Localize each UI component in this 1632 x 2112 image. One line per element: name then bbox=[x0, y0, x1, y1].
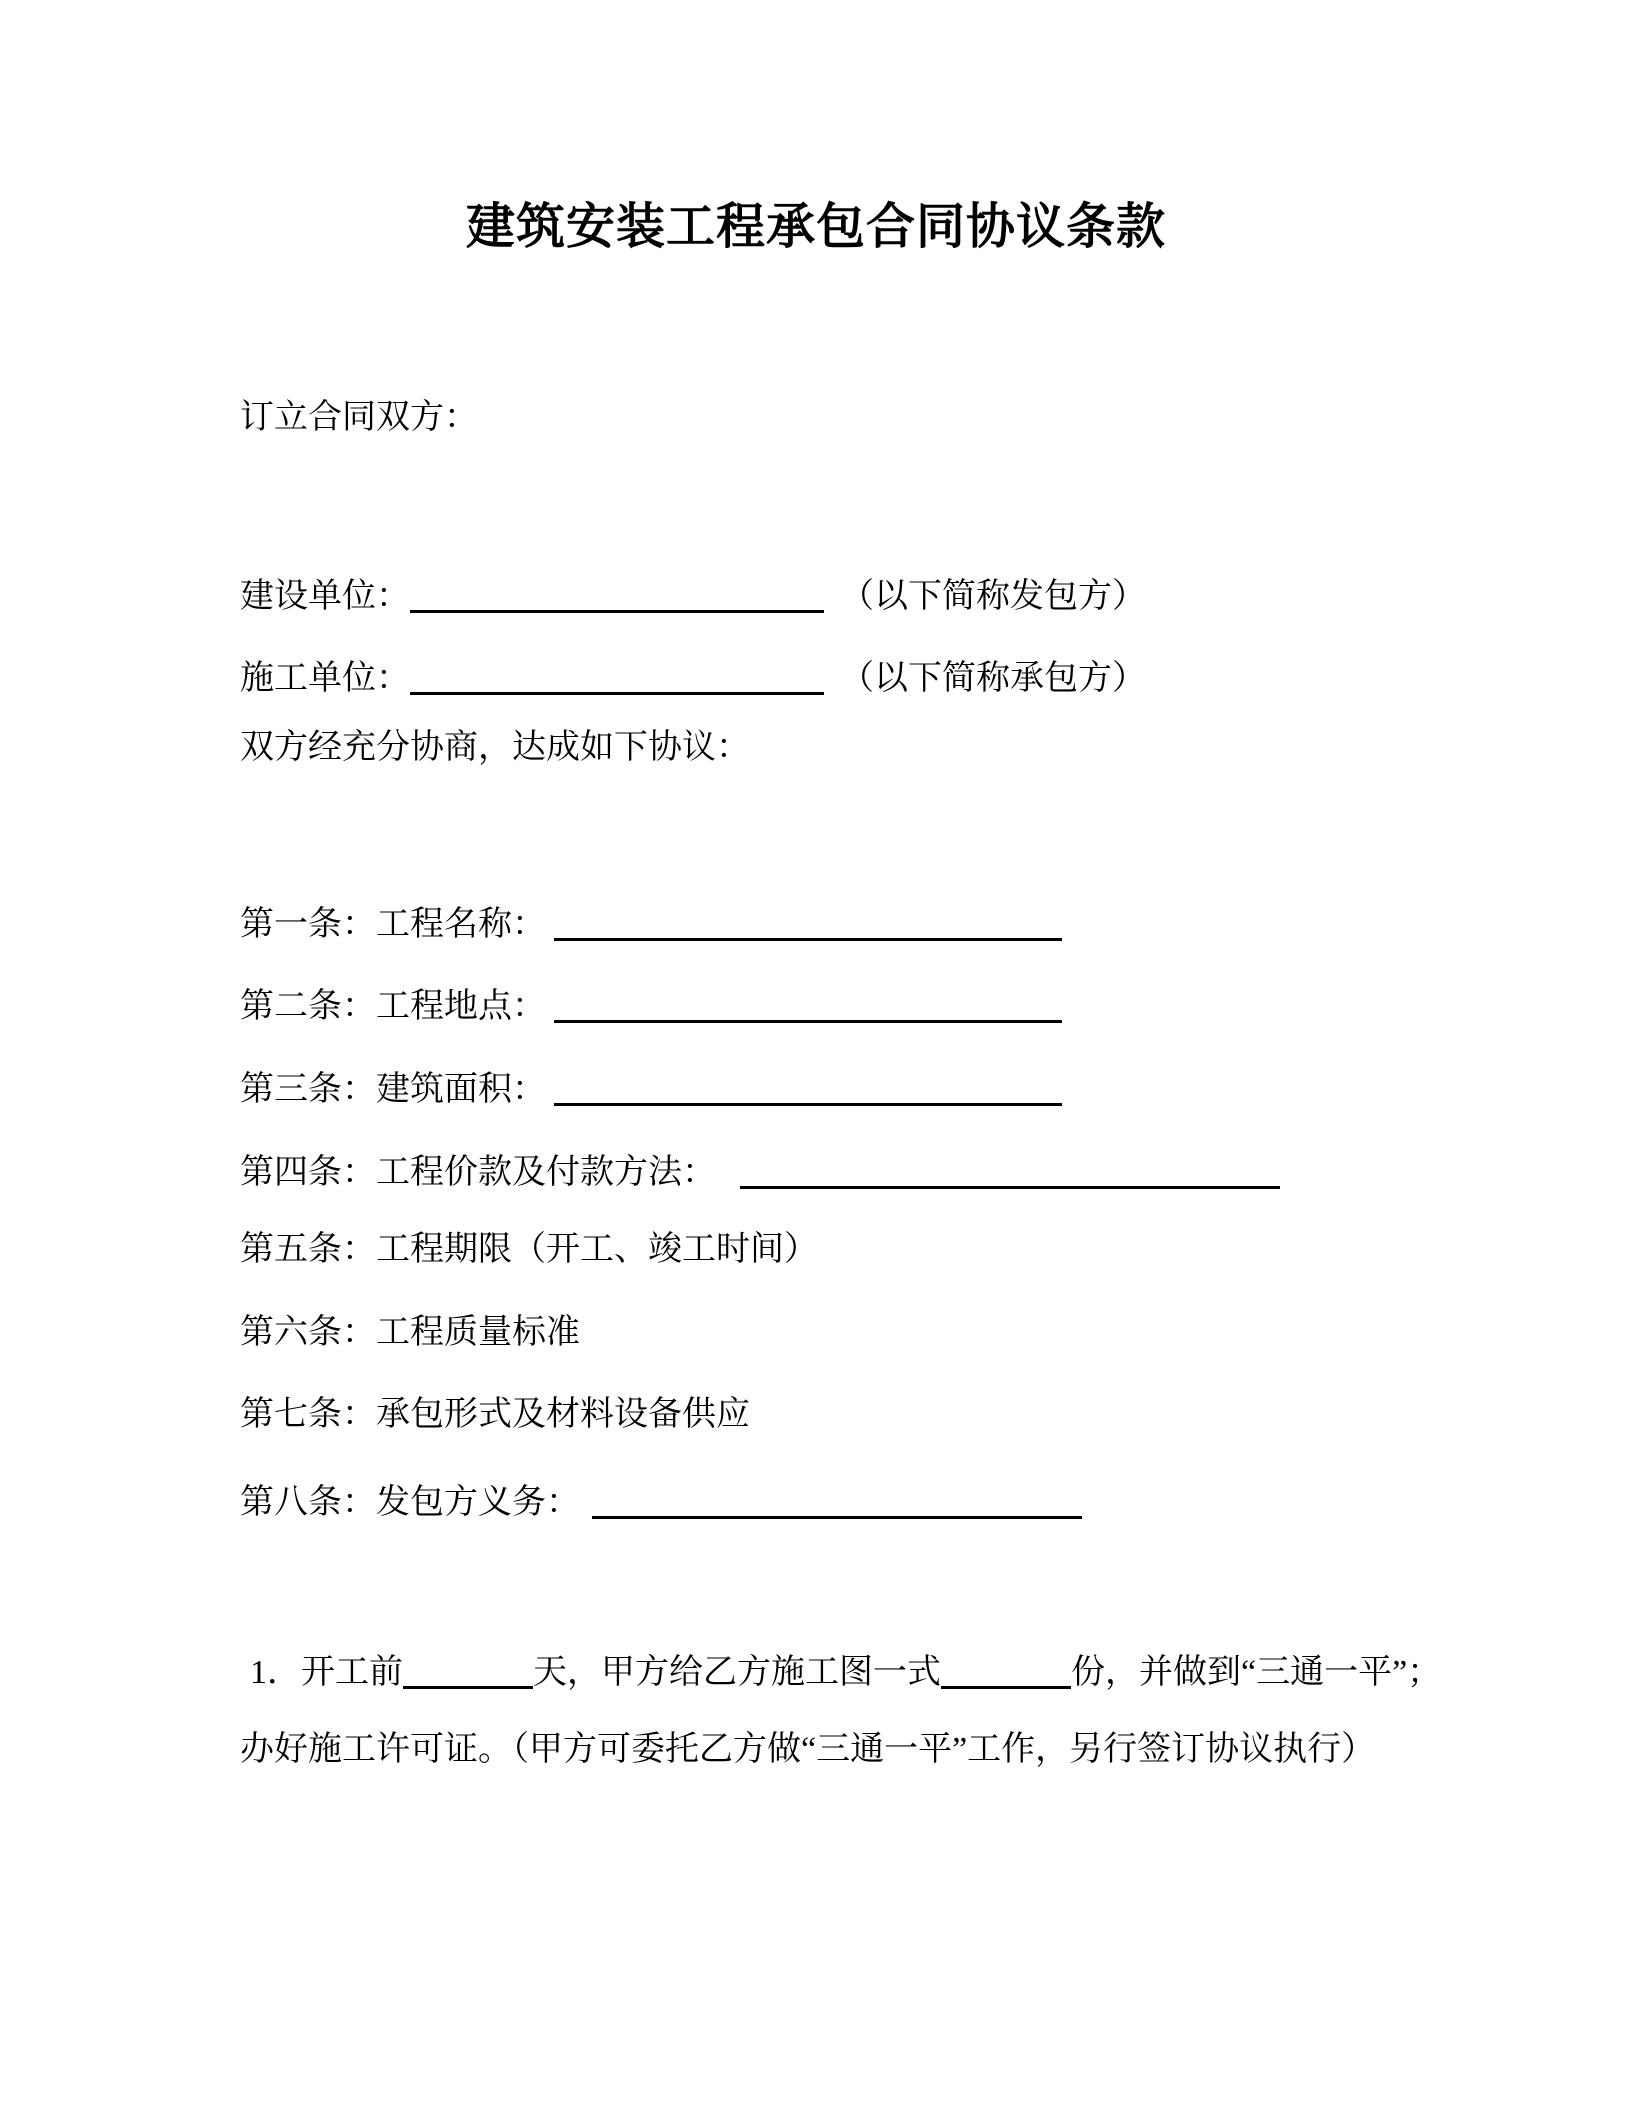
clause-4-label: 第四条：工程价款及付款方法： bbox=[240, 1154, 716, 1191]
construction-unit-blank[interactable] bbox=[410, 576, 824, 613]
agreement-text: 双方经充分协商，达成如下协议： bbox=[240, 729, 750, 766]
item-1-text-end: 份，并做到“三通一平”； bbox=[1071, 1654, 1442, 1691]
clause-5-line bbox=[240, 1228, 818, 1272]
parties-label: 订立合同双方： bbox=[240, 399, 478, 436]
clause-3-line bbox=[240, 1063, 1062, 1112]
builder-unit-blank[interactable] bbox=[410, 658, 824, 695]
builder-unit-suffix: （以下简称承包方） bbox=[840, 660, 1146, 697]
clause-8-line bbox=[240, 1476, 1082, 1525]
clause-8-blank[interactable] bbox=[592, 1482, 1082, 1519]
builder-unit-label: 施工单位： bbox=[240, 660, 410, 697]
clause-2-blank[interactable] bbox=[554, 986, 1062, 1023]
construction-unit-line bbox=[240, 570, 1146, 619]
clause-6-line bbox=[240, 1311, 580, 1355]
builder-unit-line bbox=[240, 652, 1146, 701]
clause-4-blank[interactable] bbox=[740, 1152, 1280, 1189]
item-1-text-middle: 天，甲方给乙方施工图一式 bbox=[533, 1654, 941, 1691]
item-1-text-start: 1．开工前 bbox=[250, 1654, 403, 1691]
item-1-continuation-text: 办好施工许可证。（甲方可委托乙方做“三通一平”工作，另行签订协议执行） bbox=[240, 1731, 1376, 1768]
clause-4-line bbox=[240, 1146, 1280, 1195]
clause-8-label: 第八条：发包方义务： bbox=[240, 1484, 580, 1521]
clause-2-label: 第二条：工程地点： bbox=[240, 988, 546, 1025]
clause-1-blank[interactable] bbox=[554, 904, 1062, 941]
clause-7-label: 第七条：承包形式及材料设备供应 bbox=[240, 1396, 750, 1433]
parties-line bbox=[240, 396, 478, 440]
item-1-continuation-line bbox=[240, 1728, 1375, 1772]
clause-5-label: 第五条：工程期限（开工、竣工时间） bbox=[240, 1231, 818, 1268]
construction-unit-label: 建设单位： bbox=[240, 578, 410, 615]
clause-3-label: 第三条：建筑面积： bbox=[240, 1071, 546, 1108]
clause-1-line bbox=[240, 898, 1062, 947]
clause-6-label: 第六条：工程质量标准 bbox=[240, 1314, 580, 1351]
clause-3-blank[interactable] bbox=[554, 1069, 1062, 1106]
clause-2-line bbox=[240, 980, 1062, 1029]
construction-unit-suffix: （以下简称发包方） bbox=[840, 578, 1146, 615]
agreement-line bbox=[240, 726, 750, 770]
item-1-line bbox=[250, 1646, 1441, 1695]
item-1-copies-blank[interactable] bbox=[941, 1652, 1071, 1689]
clause-1-label: 第一条：工程名称： bbox=[240, 906, 546, 943]
item-1-days-blank[interactable] bbox=[403, 1652, 533, 1689]
clause-7-line bbox=[240, 1393, 750, 1437]
document-title: 建筑安装工程承包合同协议条款 bbox=[465, 200, 1166, 254]
